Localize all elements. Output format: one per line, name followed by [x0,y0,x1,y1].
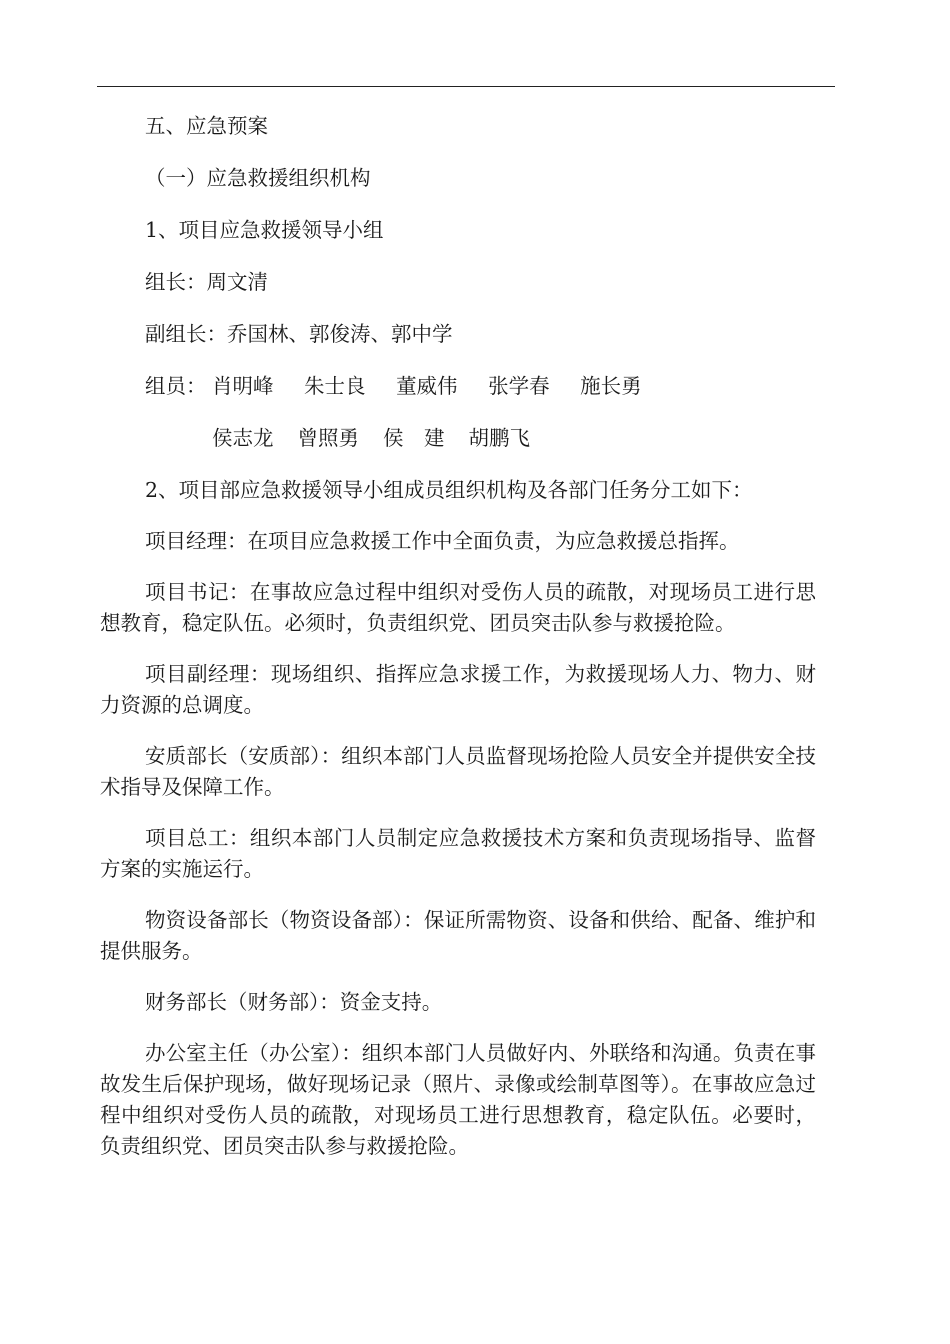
member-name: 朱士良 [304,374,366,398]
item1-title: 1、项目应急救援领导小组 [145,218,384,242]
duty-paragraph-project-manager: 项目经理：在项目应急救援工作中全面负责，为应急救援总指挥。 [145,529,740,553]
member-name: 侯志龙 [212,426,274,450]
member-name: 张学春 [488,374,550,398]
duty-paragraph-chief-engineer: 项目总工：组织本部门人员制定应急救援技术方案和负责现场指导、监督方案的实施运行。 [100,826,816,881]
header-rule [97,86,835,87]
duty-paragraph-project-secretary: 项目书记：在事故应急过程中组织对受伤人员的疏散，对现场员工进行思想教育，稳定队伍。必须时，负责组织党、团员突击队参与救援抢险。 [100,580,816,635]
member-name: 侯 建 [383,426,445,450]
members-label: 组员： [145,374,207,398]
duty-paragraph-deputy-manager: 项目副经理：现场组织、指挥应急求援工作，为救援现场人力、物力、财力资源的总调度。 [100,662,816,717]
member-name: 施长勇 [580,374,642,398]
duty-paragraph-office: 办公室主任（办公室）：组织本部门人员做好内、外联络和沟通。负责在事故发生后保护现场，做好现场记录（照片、录像或绘制草图等）。在事故应急过程中组织对受伤人员的疏散，对现场员工进行思想教育，稳定队伍。必要时，负责组织党、团员突击队参与救援抢险。 [100,1041,816,1158]
duty-paragraph-materials-equipment: 物资设备部长（物资设备部）：保证所需物资、设备和供给、配备、维护和提供服务。 [100,908,816,963]
leader-line: 组长：周文清 [145,270,268,294]
duty-paragraph-safety-quality: 安质部长（安质部）：组织本部门人员监督现场抢险人员安全并提供安全技术指导及保障工作。 [100,744,816,799]
deputy-leaders-line: 副组长：乔国林、郭俊涛、郭中学 [145,322,453,346]
members-list-1 [212,370,666,402]
member-name: 胡鹏飞 [468,426,530,450]
document-body [100,110,816,1182]
member-name: 曾照勇 [297,426,359,450]
members-row-2 [100,422,816,454]
duty-paragraph-finance: 财务部长（财务部）：资金支持。 [145,990,443,1014]
member-name: 董威伟 [396,374,458,398]
member-name: 肖明峰 [212,374,274,398]
item2-title: 2、项目部应急救援领导小组成员组织机构及各部门任务分工如下： [145,478,753,502]
section-title: 五、应急预案 [145,114,268,138]
subsection-title: （一）应急救援组织机构 [145,166,371,190]
members-row-1 [100,370,816,402]
